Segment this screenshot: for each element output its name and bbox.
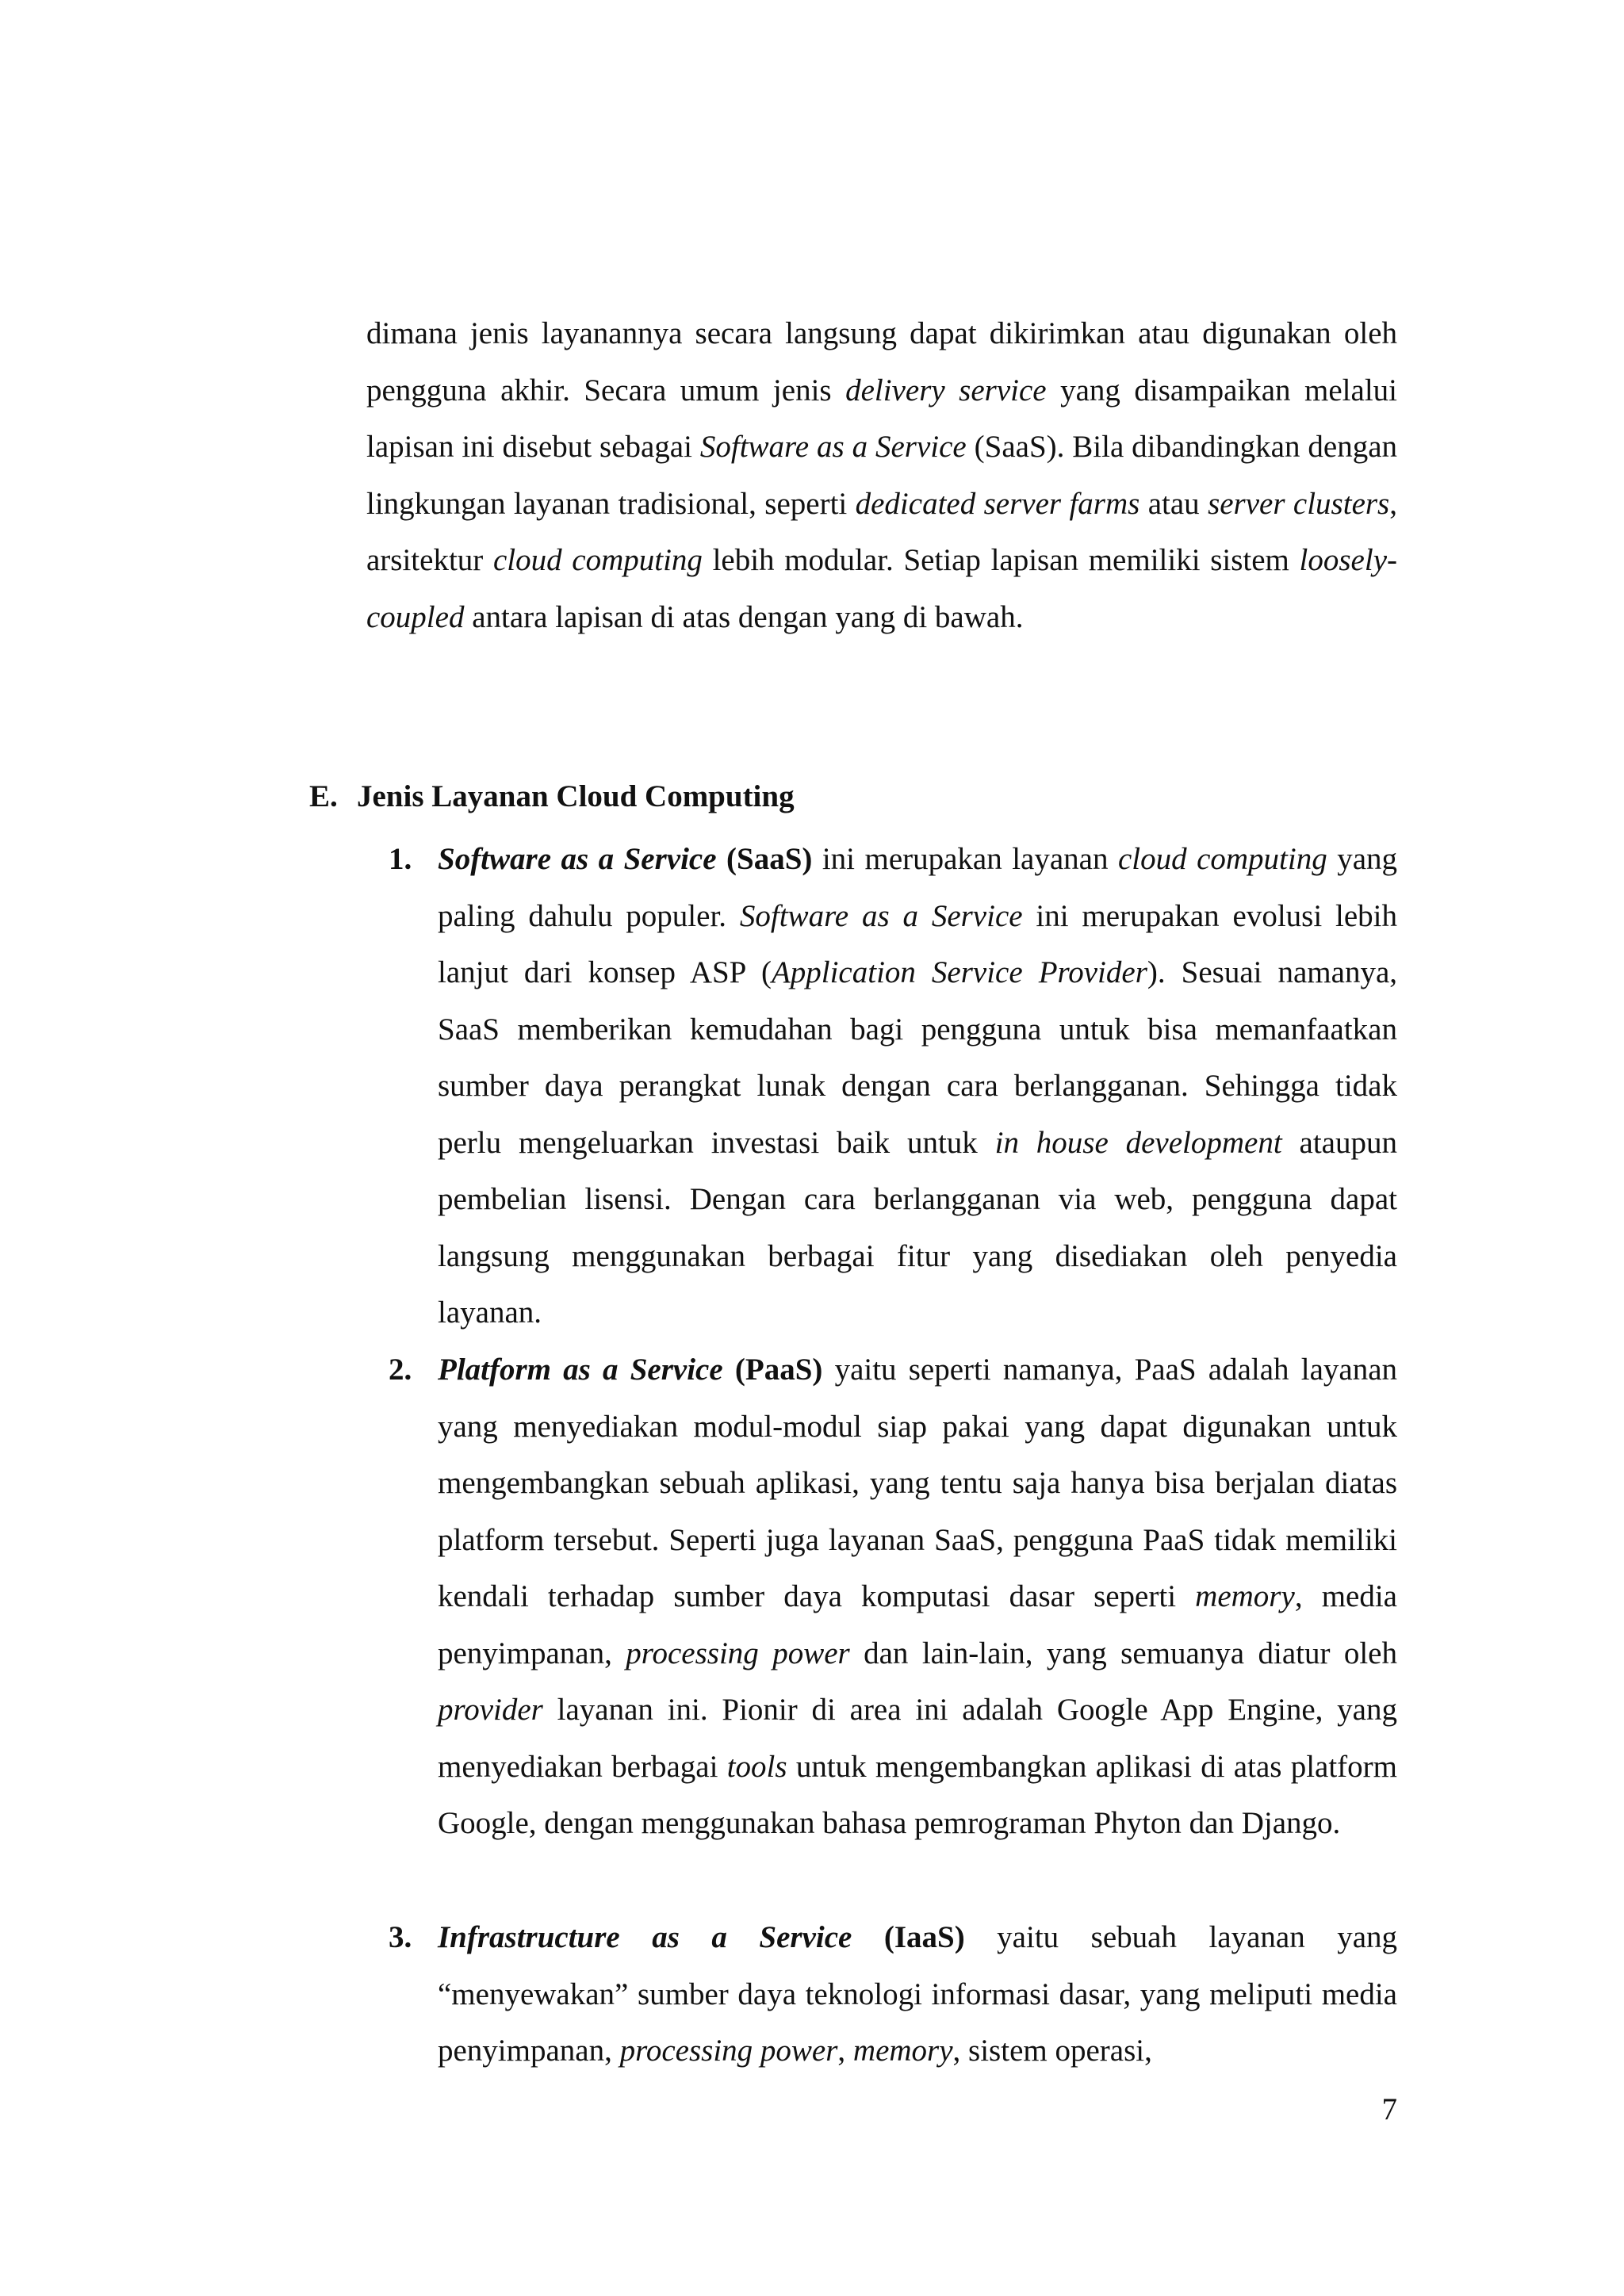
text-run: ,	[837, 2034, 853, 2068]
text-run: antara lapisan di atas dengan yang di bawah.	[464, 599, 1024, 634]
intro-paragraph	[366, 305, 1397, 645]
text-run: yang paling dahulu populer.	[438, 842, 1397, 933]
italic-term: loosely-coupled	[366, 543, 1397, 634]
list-item-iaas	[389, 1909, 1397, 2080]
list-item-term: Software as a Service	[438, 842, 717, 876]
list-item-term: Platform as a Service	[438, 1353, 723, 1387]
page-number: 7	[1381, 2092, 1397, 2126]
text-run: (SaaS). Bila dibandingkan dengan lingkungan layanan tradisional, seperti	[366, 430, 1397, 521]
text-run: lebih modular. Setiap lapisan memiliki sistem	[702, 543, 1300, 577]
italic-term: provider	[438, 1693, 543, 1727]
list-item-abbr: (PaaS)	[734, 1353, 823, 1387]
list-item-paas	[389, 1341, 1397, 1852]
text-run: dimana jenis layanannya secara langsung dapat dikirimkan atau digunakan oleh pengguna akhir. Secara umum jenis	[366, 316, 1397, 408]
italic-term: delivery service	[845, 373, 1047, 408]
section-title: Jenis Layanan Cloud Computing	[357, 779, 795, 813]
list-item-number: 2.	[389, 1353, 412, 1387]
text-run: yang disampaikan melalui lapisan ini disebut sebagai	[366, 373, 1397, 464]
list-item-body	[438, 1909, 1397, 2080]
text-run: ini merupakan evolusi lebih lanjut dari konsep ASP (	[438, 898, 1398, 989]
list-item-term: Infrastructure as a Service	[438, 1920, 852, 1954]
text-run: , sistem operasi,	[952, 2034, 1152, 2068]
list-item-saas	[389, 831, 1397, 1341]
italic-term: memory	[852, 2034, 953, 2068]
section-letter: E.	[309, 779, 338, 813]
text-run: yaitu seperti namanya, PaaS adalah layanan yang menyediakan modul-modul siap pakai yang dapat digunakan untuk mengembangkan sebuah aplikasi, yang tentu saja hanya bisa berjalan diatas platform tersebut. Seperti juga layanan SaaS, pengguna PaaS tidak memiliki kendali terhadap sumber daya komputasi dasar seperti	[438, 1353, 1398, 1613]
text-run: , media penyimpanan,	[438, 1579, 1397, 1670]
text-run: atau	[1139, 486, 1208, 521]
list-item-body	[438, 831, 1397, 1341]
text-run: dan lain-lain, yang semuanya diatur oleh	[849, 1636, 1397, 1670]
italic-term: Application Service Provider	[771, 955, 1147, 989]
text-run: ini merupakan layanan	[812, 842, 1118, 876]
italic-term: tools	[726, 1749, 787, 1784]
list-item-abbr: (SaaS)	[726, 842, 813, 876]
list-item-text	[438, 842, 1397, 1330]
italic-term: cloud computing	[492, 543, 703, 577]
text-run: yaitu sebuah layanan yang “menyewakan” sumber daya teknologi informasi dasar, yang meliputi media penyimpanan,	[438, 1920, 1398, 2068]
italic-term: processing power	[619, 2034, 838, 2068]
text-run: untuk mengembangkan aplikasi di atas platform Google, dengan menggunakan bahasa pemrograman Phyton dan Django.	[438, 1749, 1397, 1840]
text-run: ataupun pembelian lisensi. Dengan cara berlangganan via web, pengguna dapat langsung menggunakan berbagai fitur yang disediakan oleh penyedia layanan.	[438, 1125, 1397, 1330]
text-run: layanan ini. Pionir di area ini adalah Google App Engine, yang menyediakan berbagai	[438, 1693, 1397, 1784]
text-run: ). Sesuai namanya, SaaS memberikan kemudahan bagi pengguna untuk bisa memanfaatkan sumber daya perangkat lunak dengan cara berlangganan. Sehingga tidak perlu mengeluarkan investasi baik untuk	[438, 955, 1397, 1160]
italic-term: cloud computing	[1117, 842, 1327, 876]
italic-term: Software as a Service	[699, 430, 967, 464]
italic-term: dedicated server farms	[855, 486, 1140, 521]
italic-term: server clusters	[1208, 486, 1390, 521]
section-heading	[309, 773, 795, 821]
list-item-abbr: (IaaS)	[883, 1920, 965, 1954]
list-item-number: 3.	[389, 1920, 412, 1954]
italic-term: memory	[1195, 1579, 1295, 1613]
italic-term: processing power	[626, 1636, 850, 1670]
list-item-text	[438, 1353, 1397, 1840]
list-item-body	[438, 1341, 1397, 1852]
list-item-number: 1.	[389, 842, 412, 876]
italic-term: in house development	[994, 1125, 1282, 1160]
text-run: , arsitektur	[366, 486, 1397, 577]
italic-term: Software as a Service	[739, 898, 1023, 933]
